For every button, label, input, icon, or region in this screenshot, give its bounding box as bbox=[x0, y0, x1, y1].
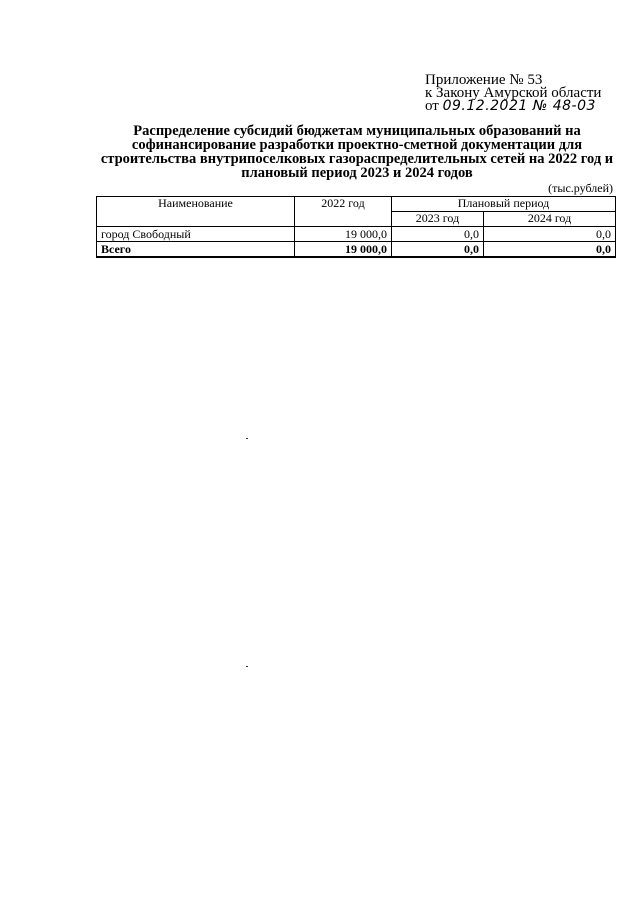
table-row bbox=[97, 227, 616, 242]
scan-speck bbox=[246, 666, 248, 667]
appendix-date-line bbox=[425, 100, 601, 113]
subsidy-table bbox=[96, 196, 616, 258]
scan-speck bbox=[246, 438, 248, 439]
header-2023: 2023 год bbox=[392, 212, 484, 227]
appendix-date-prefix: от bbox=[425, 98, 439, 114]
handwritten-date-number: 09.12.2021 № 48-03 bbox=[442, 98, 596, 114]
document-title: Распределение субсидий бюджетам муниципальных образований на софинансирование разработки проектно-сметной документации для строительства внутрипоселковых газораспределительных сетей на 2022 год и плановый период 2023 и 2024 годов bbox=[100, 123, 614, 181]
appendix-number: Приложение № 53 bbox=[425, 72, 543, 88]
row-2024: 0,0 bbox=[484, 227, 616, 242]
row-2023: 0,0 bbox=[392, 227, 484, 242]
total-2024: 0,0 bbox=[484, 242, 616, 258]
table-total-row bbox=[97, 242, 616, 258]
appendix-header bbox=[425, 74, 601, 113]
header-2022: 2022 год bbox=[295, 197, 392, 227]
table-header-row bbox=[97, 197, 616, 212]
header-name: Наименование bbox=[97, 197, 295, 227]
total-name: Всего bbox=[97, 242, 295, 258]
total-2022: 19 000,0 bbox=[295, 242, 392, 258]
header-2024: 2024 год bbox=[484, 212, 616, 227]
total-2023: 0,0 bbox=[392, 242, 484, 258]
appendix-law-reference: к Закону Амурской области bbox=[425, 85, 602, 101]
unit-label: (тыс.рублей) bbox=[548, 181, 613, 195]
row-name: город Свободный bbox=[97, 227, 295, 242]
header-plan-period: Плановый период bbox=[392, 197, 616, 212]
row-2022: 19 000,0 bbox=[295, 227, 392, 242]
